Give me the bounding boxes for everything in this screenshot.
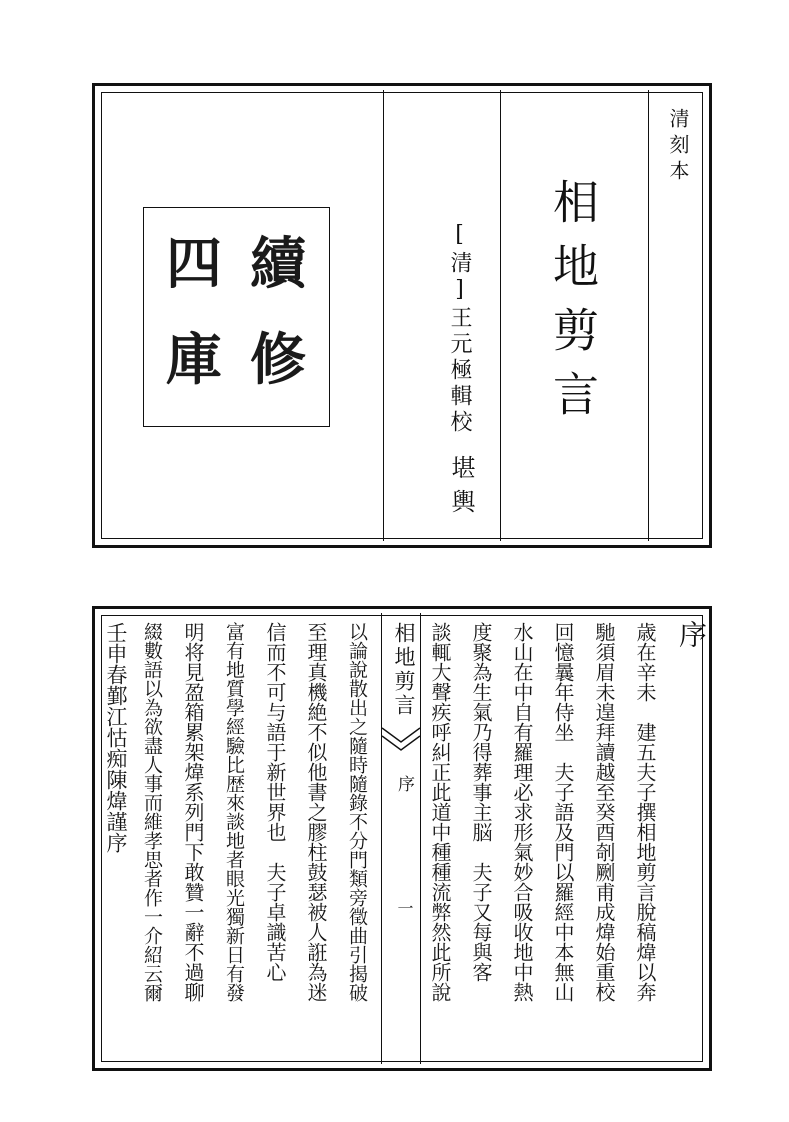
- cover-author: [清]王元極輯校: [447, 222, 472, 436]
- preface-heading: 序: [675, 620, 708, 648]
- preface-column-11: 明将見盈箱累架煒系列門下敢贊一辭不過聊: [181, 622, 205, 1002]
- seal-char-1: 續: [250, 231, 306, 297]
- spine-title: 相地剪言: [392, 622, 416, 718]
- preface-column-10: 富有地質學經驗比歴來談地者眼光獨新日有發: [223, 622, 245, 1002]
- cover-divider-3: [648, 90, 649, 541]
- cover-divider-2: [500, 90, 501, 541]
- spine-left-line: [381, 613, 382, 1064]
- cover-category: 堪輿: [447, 455, 475, 523]
- preface-column-3: 回憶曩年侍坐 夫子語及門以羅經中本無山: [551, 622, 575, 1002]
- spine-fishtail-mark: [382, 726, 420, 756]
- preface-column-6: 談輒大聲疾呼糾正此道中種種流弊然此所說: [428, 622, 452, 1002]
- preface-column-9: 信而不可与語于新世界也 夫子卓識苦心: [263, 622, 287, 982]
- spine-page-number: 一: [395, 900, 414, 916]
- preface-column-7: 以論說散出之隨時隨錄不分門類旁徵曲引揭破: [346, 622, 368, 1002]
- cover-title: 相地剪言: [546, 178, 600, 434]
- preface-column-8: 至理真機絶不似他書之膠柱鼓瑟被人誑為迷: [304, 622, 328, 1002]
- cover-edition: 清刻本: [666, 108, 690, 186]
- spine-section: 序: [394, 775, 414, 792]
- spine-right-line: [420, 613, 421, 1064]
- seal-char-3: 四: [166, 231, 222, 297]
- preface-column-4: 水山在中自有羅理必求形氣妙合吸收地中熱: [510, 622, 534, 1002]
- preface-column-5: 度聚為生氣乃得葬事主脳 夫子又每與客: [469, 622, 493, 982]
- seal-stamp: [143, 207, 330, 427]
- preface-column-12: 綴數語以為欲盡人事而維孝思者作一介紹云爾: [141, 622, 163, 1002]
- seal-char-4: 庫: [166, 327, 222, 393]
- preface-column-13: 壬申春鄞江怙痴陳煒謹序: [104, 622, 128, 853]
- preface-column-2: 馳須眉未遑拜讀越至癸酉剞劂甫成煒始重校: [592, 622, 616, 1002]
- seal-char-2: 修: [250, 327, 306, 393]
- preface-column-1: 歳在辛未 建五夫子撰相地剪言脫稿煒以奔: [633, 622, 657, 1002]
- cover-divider-1: [383, 90, 384, 541]
